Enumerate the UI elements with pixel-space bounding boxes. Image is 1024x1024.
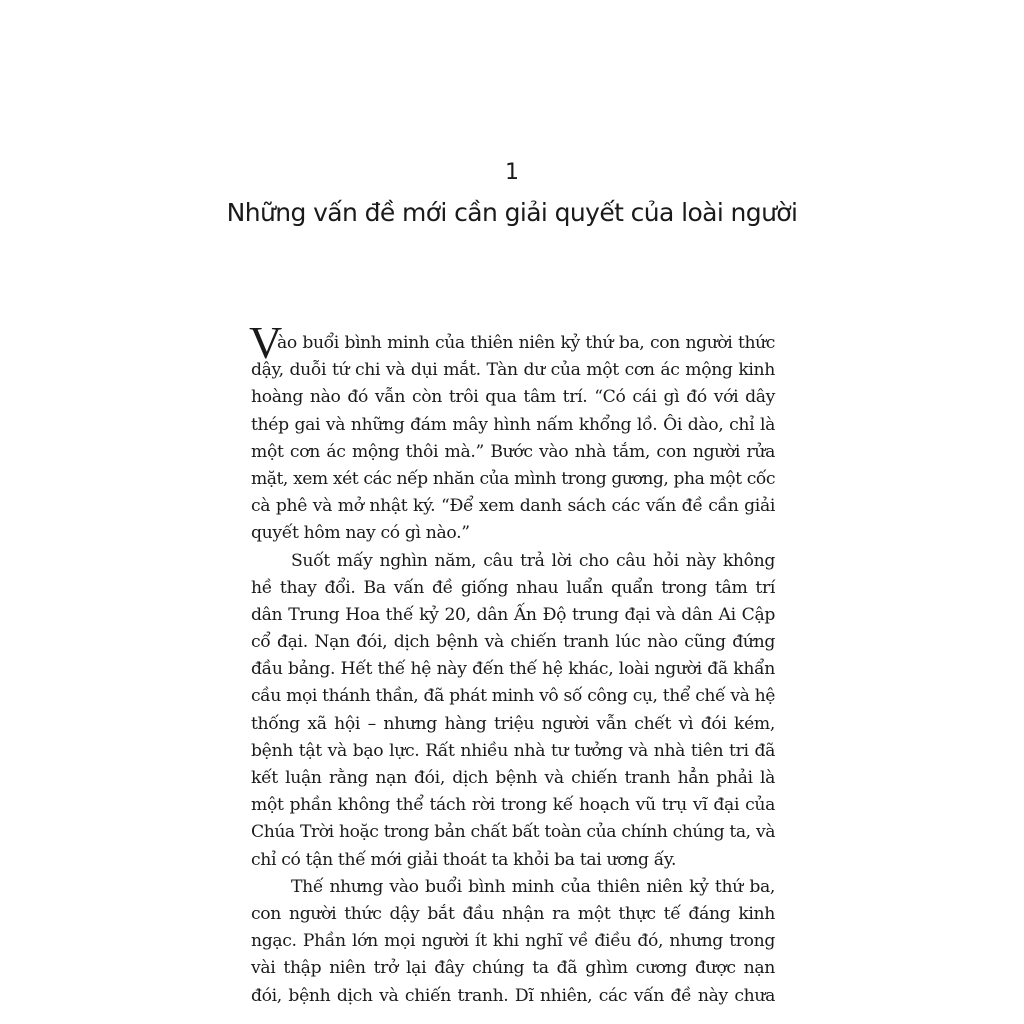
text-line: vài thập niên trở lại đây chúng ta đã ghìm cương được nạn xyxy=(251,958,775,979)
text-line: một phần không thể tách rời trong kế hoạch vũ trụ vĩ đại của xyxy=(251,795,775,816)
body-text xyxy=(249,317,775,1010)
text-line: mặt, xem xét các nếp nhăn của mình trong gương, pha một cốc xyxy=(251,468,775,489)
text-line: quyết hôm nay có gì nào.” xyxy=(251,523,470,544)
text-line: Chúa Trời hoặc trong bản chất bất toàn của chính chúng ta, và xyxy=(251,822,775,843)
text-line: ào buổi bình minh của thiên niên kỷ thứ ba, con người thức xyxy=(277,333,775,353)
text-line: cà phê và mở nhật ký. “Để xem danh sách các vấn đề cần giải xyxy=(251,496,775,517)
text-line: đói, bệnh dịch và chiến tranh. Dĩ nhiên, các vấn đề này chưa xyxy=(251,985,775,1006)
chapter-number: 1 xyxy=(505,160,519,185)
text-line: Thế nhưng vào buổi bình minh của thiên niên kỷ thứ ba, xyxy=(291,876,775,897)
text-line: đầu bảng. Hết thế hệ này đến thế hệ khác, loài người đã khẩn xyxy=(251,659,775,680)
text-line: một cơn ác mộng thôi mà.” Bước vào nhà tắm, con người rửa xyxy=(251,441,775,462)
text-line: thép gai và những đám mây hình nấm khổng lồ. Ôi dào, chỉ là xyxy=(251,414,775,435)
text-line: dậy, duỗi tứ chi và dụi mắt. Tàn dư của một cơn ác mộng kinh xyxy=(251,360,775,381)
paragraph-1-line xyxy=(249,317,775,368)
text-line: cổ đại. Nạn đói, dịch bệnh và chiến tranh lúc nào cũng đứng xyxy=(251,632,775,653)
text-line: bệnh tật và bạo lực. Rất nhiều nhà tư tưởng và nhà tiên tri đã xyxy=(251,740,775,761)
text-line: chỉ có tận thế mới giải thoát ta khỏi ba tai ương ấy. xyxy=(251,849,677,870)
text-line: hoàng nào đó vẫn còn trôi qua tâm trí. “Có cái gì đó với dây xyxy=(251,387,775,408)
text-line: kết luận rằng nạn đói, dịch bệnh và chiến tranh hẳn phải là xyxy=(251,768,775,788)
text-line: hề thay đổi. Ba vấn đề giống nhau luẩn quẩn trong tâm trí xyxy=(251,577,775,598)
drop-cap: V xyxy=(249,317,282,368)
text-line: thống xã hội – nhưng hàng triệu người vẫn chết vì đói kém, xyxy=(251,713,775,734)
text-line: dân Trung Hoa thế kỷ 20, dân Ấn Độ trung đại và dân Ai Cập xyxy=(251,604,775,625)
text-line: cầu mọi thánh thần, đã phát minh vô số công cụ, thể chế và hệ xyxy=(251,686,775,707)
text-line: con người thức dậy bắt đầu nhận ra một thực tế đáng kinh xyxy=(251,903,775,924)
chapter-title: Những vấn đề mới cần giải quyết của loài người xyxy=(226,198,798,227)
text-line: Suốt mấy nghìn năm, câu trả lời cho câu hỏi này không xyxy=(291,550,775,571)
text-line: ngạc. Phần lớn mọi người ít khi nghĩ về điều đó, nhưng trong xyxy=(251,931,775,952)
